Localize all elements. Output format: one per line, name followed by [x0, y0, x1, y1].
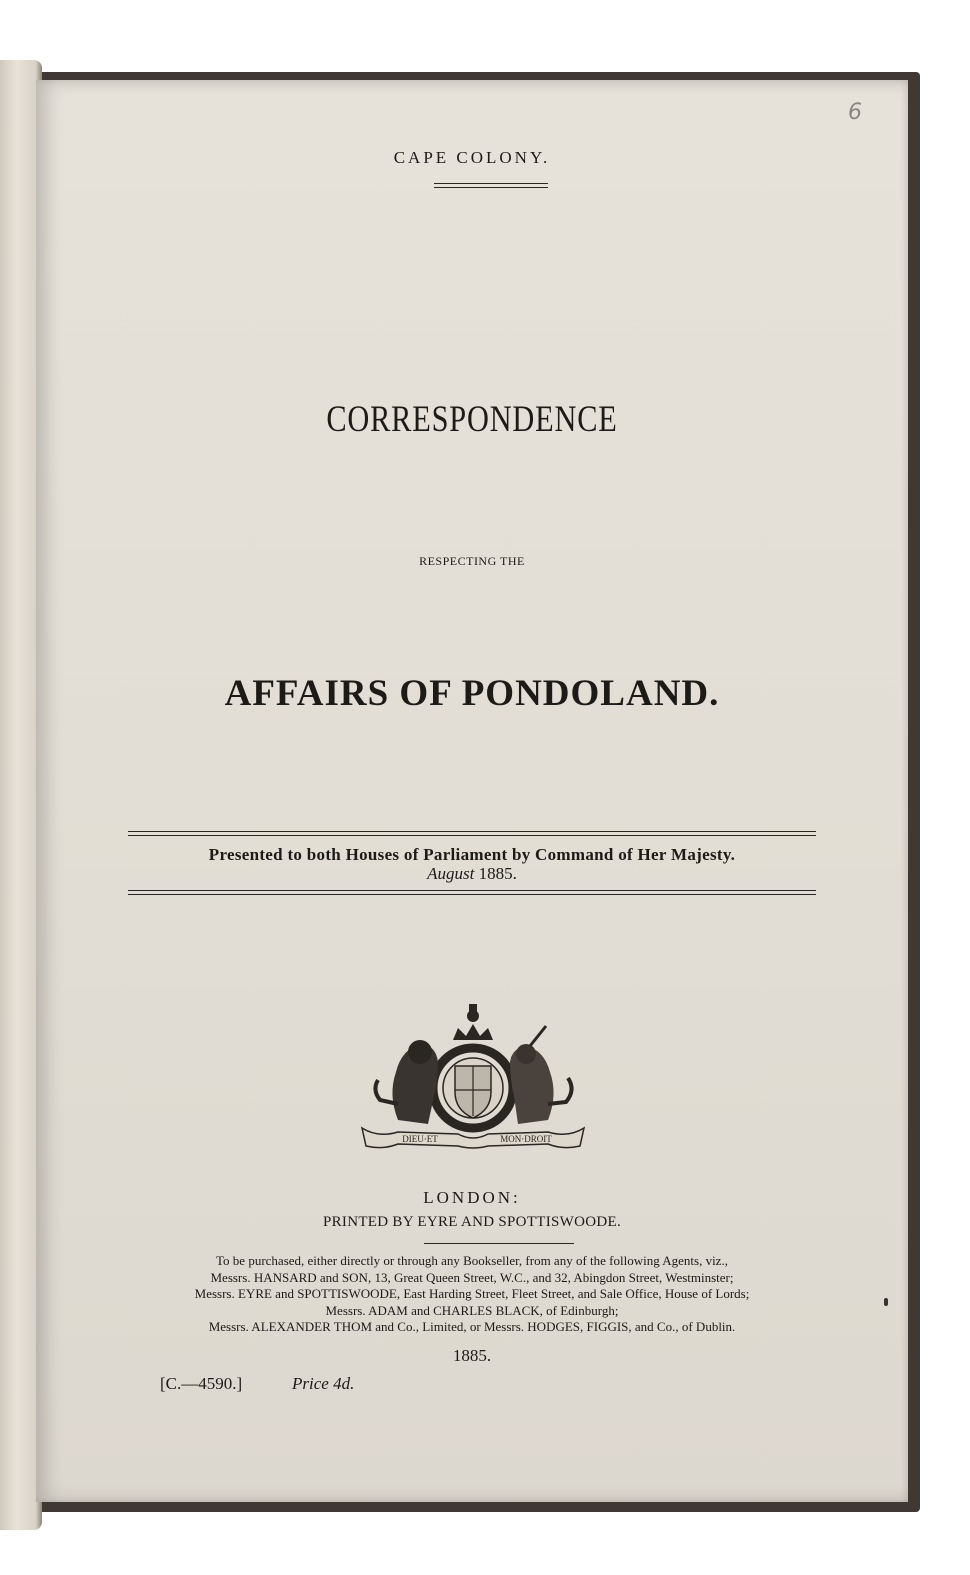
pencil-mark: 6: [848, 100, 862, 125]
rule-top: [128, 831, 816, 836]
document-subject: AFFAIRS OF PONDOLAND.: [224, 673, 720, 714]
agents-line: Messrs. ALEXANDER THOM and Co., Limited, or Messrs. HODGES, FIGGIS, and Co., of Dublin.: [208, 1319, 736, 1334]
title-page: [36, 80, 908, 1502]
date-month: August: [427, 864, 475, 883]
imprint-printer: PRINTED BY EYRE AND SPOTTISWOODE.: [322, 1214, 622, 1230]
document-title: CORRESPONDENCE: [326, 399, 618, 440]
agents-line: Messrs. ADAM and CHARLES BLACK, of Edinburgh;: [325, 1302, 619, 1318]
agents-line: Messrs. HANSARD and SON, 13, Great Queen Street, W.C., and 32, Abingdon Street, Westminster;: [210, 1269, 734, 1285]
agents-list: [36, 1253, 908, 1336]
agents-line: To be purchased, either directly or through any Bookseller, from any of the following Agents, viz.,: [216, 1253, 728, 1268]
date-year: 1885.: [478, 864, 517, 883]
imprint-rule: [424, 1243, 574, 1244]
publication-year: 1885.: [452, 1346, 492, 1365]
svg-text:DIEU·ET: DIEU·ET: [402, 1134, 438, 1144]
command-number: [C.—4590.]: [160, 1374, 243, 1393]
royal-coat-of-arms-icon: [358, 1000, 588, 1150]
presented-line: [36, 845, 908, 865]
svg-text:MON·DROIT: MON·DROIT: [500, 1134, 552, 1144]
price: Price 4d.: [292, 1374, 355, 1393]
header-cape-colony: CAPE COLONY.: [393, 148, 551, 167]
presentation-date: [36, 864, 908, 884]
imprint-city: LONDON:: [423, 1188, 521, 1207]
page-blemish: [884, 1298, 888, 1306]
rule-bottom: [128, 890, 816, 895]
header-rule: [434, 183, 548, 188]
agents-line: Messrs. EYRE and SPOTTISWOODE, East Harding Street, Fleet Street, and Sale Office, House of Lords;: [194, 1286, 750, 1301]
presented-text: Presented to both Houses of Parliament by Command of Her Majesty.: [208, 845, 736, 864]
respecting-line: RESPECTING THE: [419, 554, 525, 568]
